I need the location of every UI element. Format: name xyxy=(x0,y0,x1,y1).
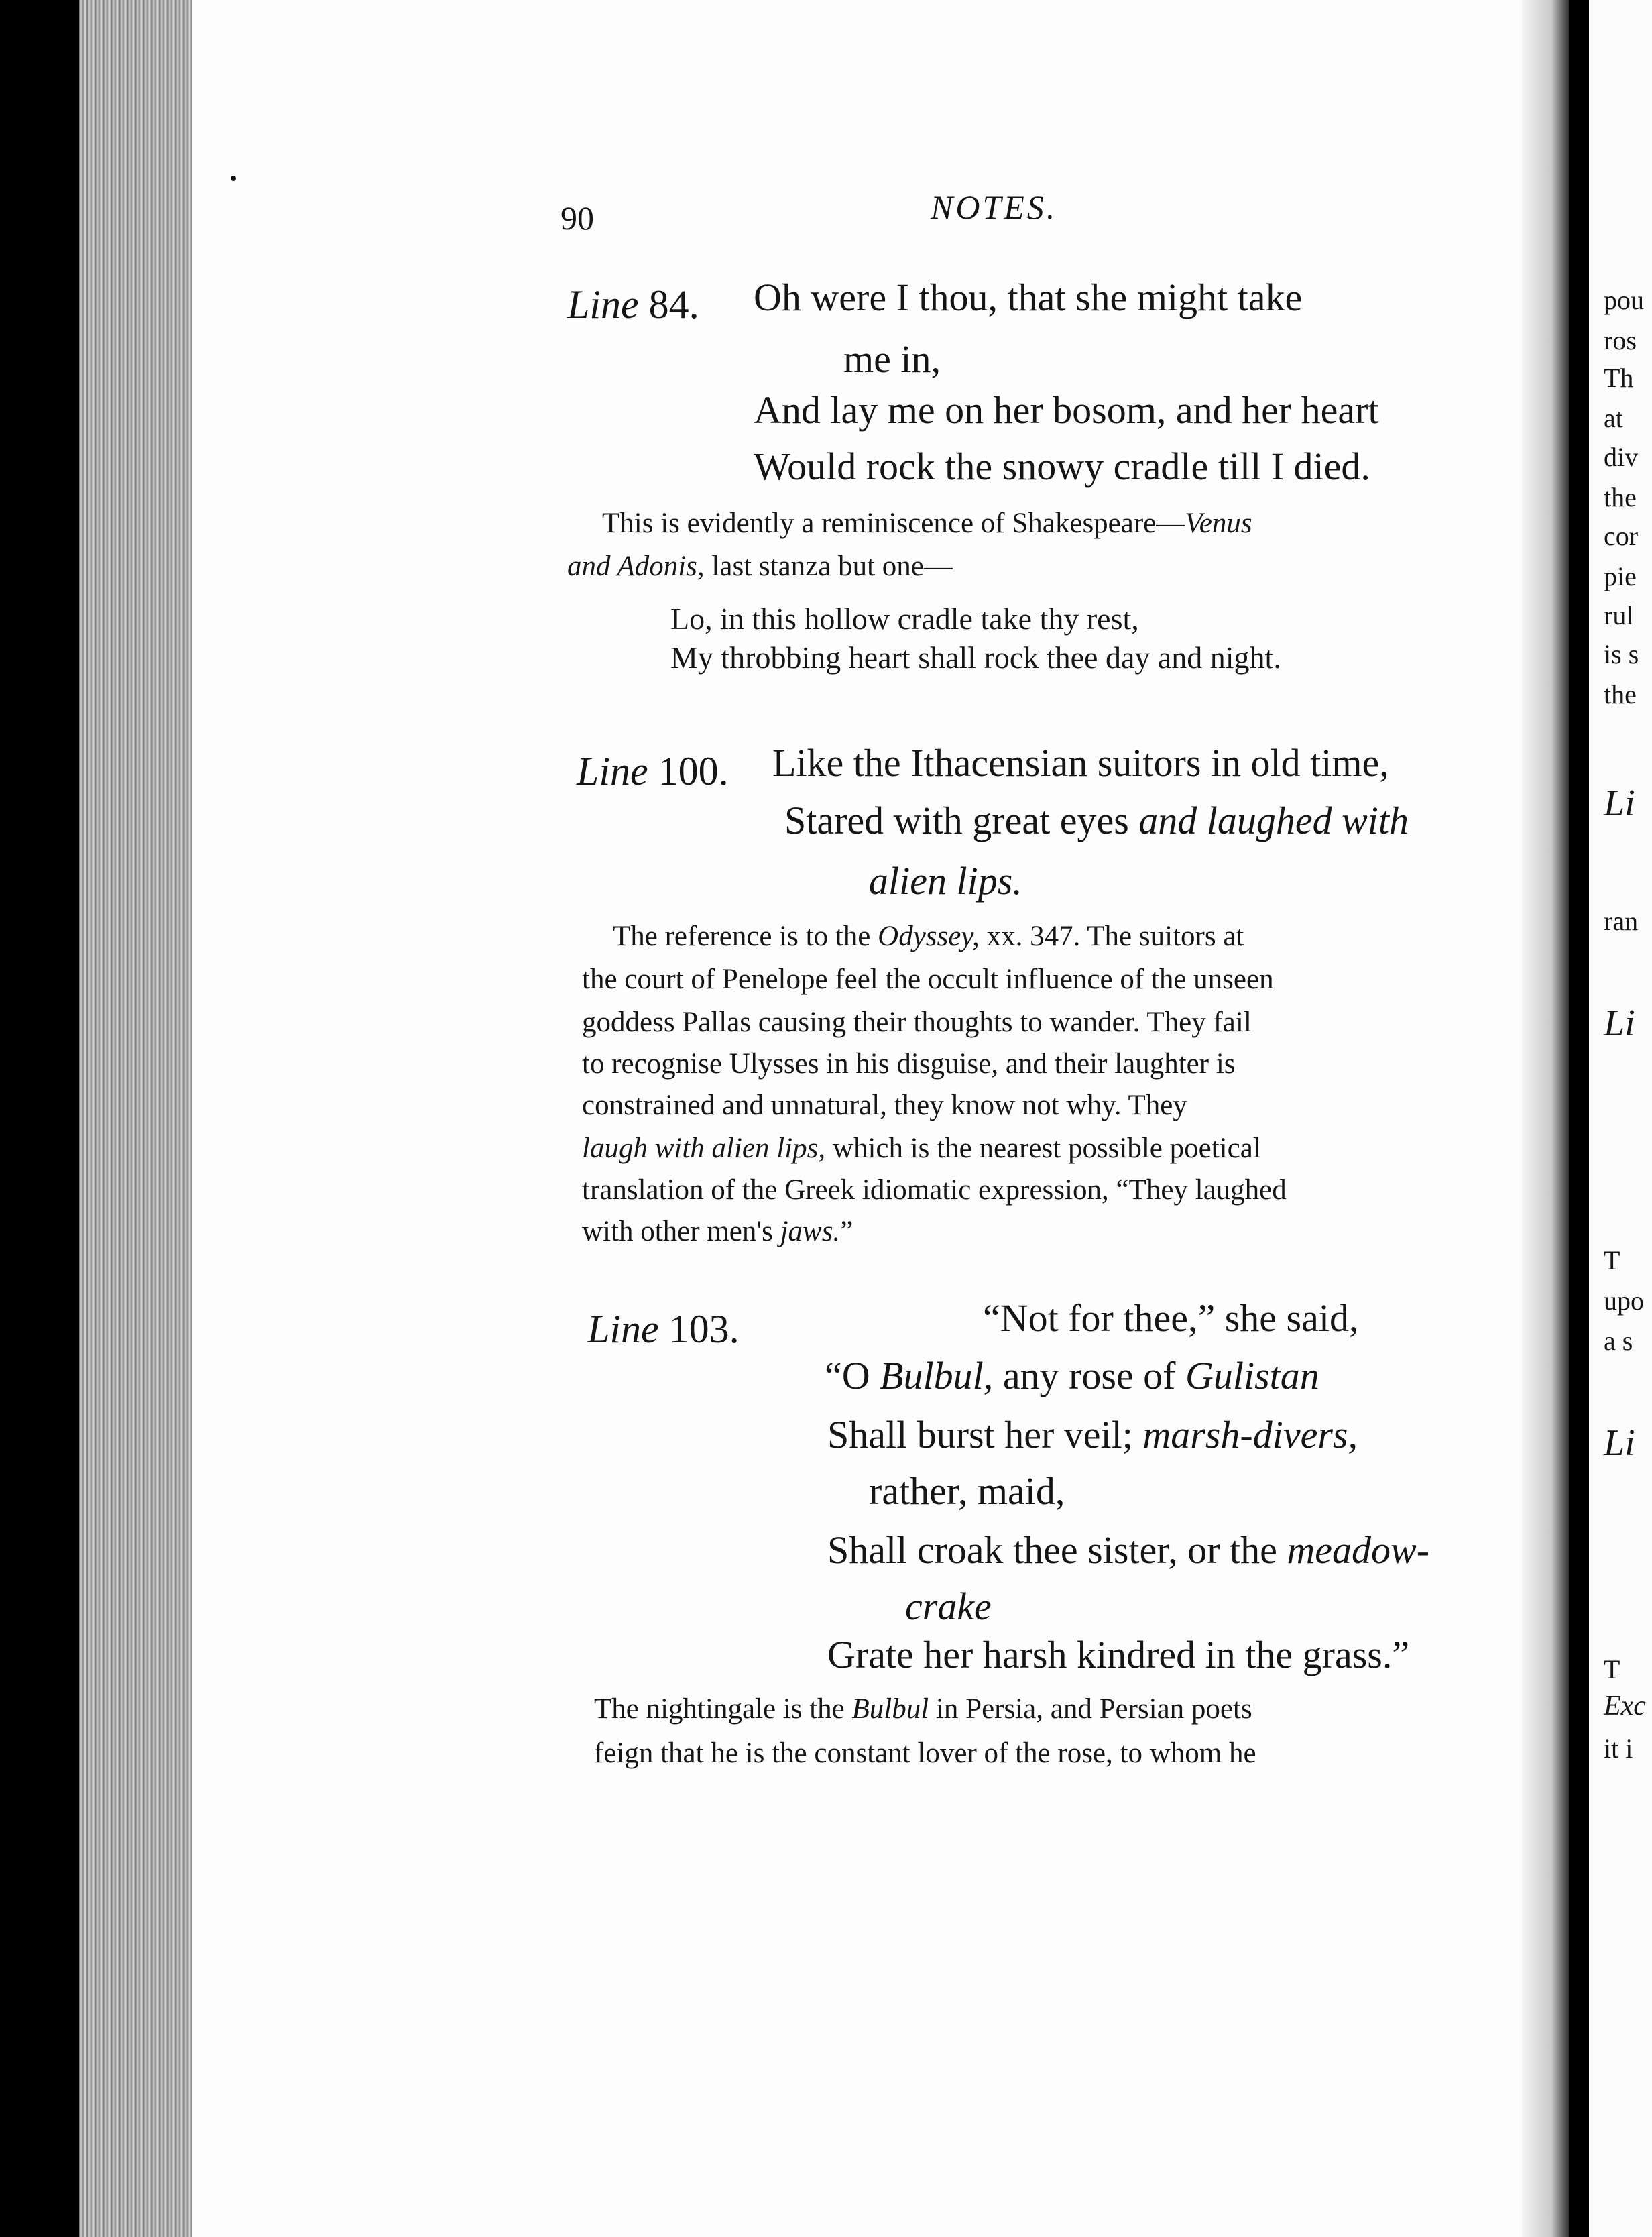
text-run: Grate her harsh kindred in the grass.” xyxy=(827,1633,1410,1676)
text-run: Stared with great eyes xyxy=(784,799,1139,842)
facing-page-fragment: pou xyxy=(1604,285,1644,315)
poem-line xyxy=(784,798,1409,843)
text-run: Shall burst her veil; xyxy=(827,1413,1143,1456)
scan-border-left xyxy=(0,0,79,2237)
italic-text: laugh with alien lips, xyxy=(582,1133,826,1164)
poem-line xyxy=(754,388,1379,433)
text-run: me in, xyxy=(843,337,941,381)
text-run: My throbbing heart shall rock thee day and night. xyxy=(670,640,1281,675)
italic-text: alien lips. xyxy=(869,859,1022,903)
note-line xyxy=(582,1047,1236,1080)
facing-page-fragment: Exc xyxy=(1604,1690,1646,1721)
poem-line xyxy=(869,1469,1065,1513)
note-line xyxy=(582,1006,1252,1039)
facing-page-fragment: is s xyxy=(1604,639,1639,669)
text-run: translation of the Greek idiomatic expression, “They laughed xyxy=(582,1174,1287,1206)
poem-line xyxy=(843,337,941,382)
facing-page-fragment: pie xyxy=(1604,561,1637,591)
line-reference xyxy=(577,748,729,795)
text-run: Shall croak thee sister, or the xyxy=(827,1528,1287,1572)
text-run: Would rock the snowy cradle till I died. xyxy=(754,445,1370,488)
running-title: NOTES. xyxy=(931,188,1058,226)
facing-page-fragment: ran xyxy=(1604,906,1639,936)
text-run: The nightingale is the xyxy=(594,1693,852,1725)
note-line xyxy=(602,507,1252,540)
note-line xyxy=(567,550,953,583)
note-line xyxy=(582,963,1274,996)
page-number: 90 xyxy=(560,199,594,237)
text-run: Like the Ithacensian suitors in old time, xyxy=(772,741,1389,785)
facing-page-fragment: a s xyxy=(1604,1326,1633,1356)
italic-text: Line xyxy=(587,1307,659,1351)
gutter-shadow xyxy=(1522,0,1576,2237)
facing-page-fragment: the xyxy=(1604,679,1637,709)
facing-page-fragment: at xyxy=(1604,403,1623,433)
italic-text: jaws. xyxy=(780,1216,841,1247)
text-run: to recognise Ulysses in his disguise, and their laughter is xyxy=(582,1048,1236,1080)
poem-line xyxy=(827,1412,1358,1457)
text-run: 84. xyxy=(638,282,699,327)
note-line xyxy=(613,920,1244,953)
ink-speck xyxy=(231,176,236,181)
text-run: ” xyxy=(840,1216,853,1247)
line-reference xyxy=(587,1306,740,1353)
poem-line xyxy=(754,444,1370,489)
text-run: The reference is to the xyxy=(613,921,878,952)
italic-text: Bulbul, xyxy=(880,1354,994,1397)
italic-text: Line xyxy=(577,749,648,793)
quotation-line xyxy=(670,640,1281,675)
poem-line xyxy=(825,1353,1319,1398)
facing-page-fragment: Li xyxy=(1604,1422,1635,1464)
text-run: 100. xyxy=(648,749,729,793)
text-run: xx. 347. The suitors at xyxy=(979,921,1244,952)
text-run: last stanza but one— xyxy=(704,551,953,582)
italic-text: Venus xyxy=(1185,508,1252,539)
note-line xyxy=(582,1215,853,1248)
note-line xyxy=(582,1089,1187,1122)
text-run: goddess Pallas causing their thoughts to wander. They fail xyxy=(582,1007,1252,1038)
poem-line xyxy=(983,1296,1358,1340)
italic-text: Line xyxy=(567,282,639,327)
facing-page-fragment: div xyxy=(1604,442,1639,472)
facing-page-fragment: cor xyxy=(1604,521,1639,551)
italic-text: marsh-divers, xyxy=(1142,1413,1358,1456)
text-run: “Not for thee,” she said, xyxy=(983,1296,1359,1340)
italic-text: Bulbul xyxy=(851,1693,929,1725)
facing-page-fragment: it i xyxy=(1604,1733,1633,1764)
gutter xyxy=(1569,0,1589,2237)
italic-text: meadow- xyxy=(1287,1528,1430,1572)
text-run: “O xyxy=(825,1354,880,1397)
book-page-edges xyxy=(79,0,192,2237)
text-run: This is evidently a reminiscence of Shakespeare— xyxy=(602,508,1185,539)
poem-line xyxy=(905,1584,992,1629)
text-run: constrained and unnatural, they know not why. They xyxy=(582,1090,1187,1121)
poem-line xyxy=(827,1632,1409,1677)
text-run: Lo, in this hollow cradle take thy rest, xyxy=(670,601,1139,636)
facing-page-fragment: Th xyxy=(1604,363,1634,393)
text-run: feign that he is the constant lover of the rose, to whom he xyxy=(594,1737,1256,1769)
facing-page xyxy=(1589,0,1652,2237)
text-run: the court of Penelope feel the occult influence of the unseen xyxy=(582,964,1274,995)
facing-page-fragment: the xyxy=(1604,482,1637,512)
text-run: rather, maid, xyxy=(869,1469,1065,1513)
text-run: Oh were I thou, that she might take xyxy=(754,276,1303,319)
facing-page-fragment: upo xyxy=(1604,1285,1644,1316)
italic-text: crake xyxy=(905,1585,992,1628)
italic-text: and laughed with xyxy=(1138,799,1409,842)
facing-page-fragment: T xyxy=(1604,1245,1620,1275)
text-run: any rose of xyxy=(993,1354,1185,1397)
facing-page-fragment: rul xyxy=(1604,600,1634,630)
note-line xyxy=(594,1693,1252,1725)
facing-page-fragment: Li xyxy=(1604,783,1635,824)
facing-page-fragment: T xyxy=(1604,1654,1620,1684)
text-run: And lay me on her bosom, and her heart xyxy=(754,388,1379,432)
text-run: in Persia, and Persian poets xyxy=(929,1693,1252,1725)
quotation-line xyxy=(670,601,1139,636)
poem-line xyxy=(827,1528,1429,1572)
text-run: which is the nearest possible poetical xyxy=(825,1133,1261,1164)
italic-text: Odyssey, xyxy=(878,921,980,952)
italic-text: Gulistan xyxy=(1185,1354,1319,1397)
poem-line xyxy=(754,275,1302,320)
text-run: 103. xyxy=(658,1307,740,1351)
text-run: with other men's xyxy=(582,1216,780,1247)
poem-line xyxy=(772,740,1389,785)
line-reference xyxy=(567,282,699,328)
poem-line xyxy=(869,858,1022,903)
note-line xyxy=(582,1132,1261,1165)
italic-text: and Adonis, xyxy=(567,551,705,582)
note-line xyxy=(582,1173,1287,1206)
facing-page-fragment: ros xyxy=(1604,325,1637,355)
facing-page-fragment: Li xyxy=(1604,1002,1635,1044)
note-line xyxy=(594,1737,1256,1770)
